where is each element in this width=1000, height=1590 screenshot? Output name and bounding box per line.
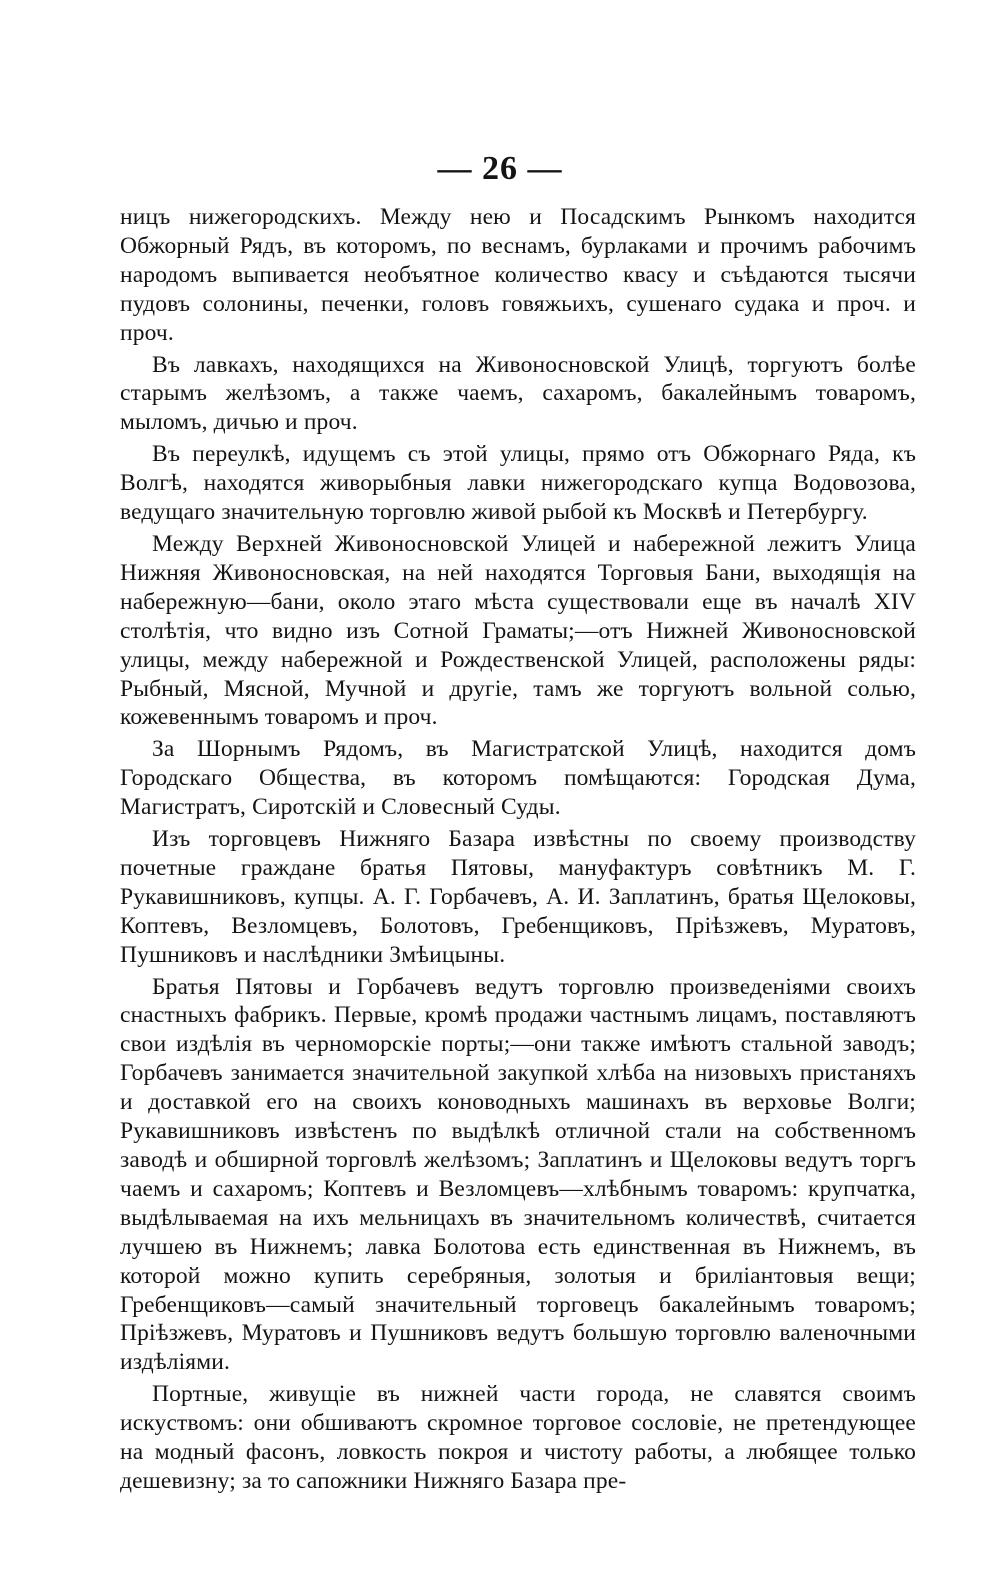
paragraph-city-society-house: За Шорнымъ Рядомъ, въ Магистратской Улицѣ, находится домъ Городскаго Общества, въ которомъ помѣщаются: Городская Дума, Магистратъ, Сиротскій и Словесный Суды.: [120, 736, 916, 821]
paragraph-tailors: Портные, живущіе въ нижней части города, не славятся своимъ искуствомъ: они обшиваютъ скромное торговое сословіе, не претендующее на модный фасонъ, ловкость покроя и чистоту работы, а любящее только дешевизну; за то сапожники Нижняго Базара пре-: [120, 1381, 916, 1494]
paragraph-merchants-list: Изъ торговцевъ Нижняго Базара извѣстны по своему производству почетные граждане братья Пятовы, мануфактуръ совѣтникъ М. Г. Рукавишниковъ, купцы. А. Г. Горбачевъ, А. И. Заплатинъ, братья Щелоковы, Коптевъ, Везломцевъ, Болотовъ, Гребенщиковъ, Пріѣзжевъ, Муратовъ, Пушниковъ и наслѣдники Змѣицыны.: [120, 826, 916, 968]
page-number: — 26 —: [437, 150, 563, 187]
paragraph-lower-street: Между Верхней Живоносновской Улицей и набережной лежитъ Улица Нижняя Живоносновская, на ней находятся Торговыя Бани, выходящія на набережную—бани, около этаго мѣста существовали еще въ началѣ XIV столѣтія, что видно изъ Сотной Граматы;—отъ Нижней Живоносновской улицы, между набережной и Рождественской Улицей, расположены ряды: Рыбный, Мясной, Мучной и другіе, тамъ же торгуютъ вольной солью, кожевеннымъ товаромъ и проч.: [120, 530, 916, 731]
paragraph-merchants-trade: Братья Пятовы и Горбачевъ ведутъ торговлю произведеніями своихъ снастныхъ фабрикъ. Первые, кромѣ продажи частнымъ лицамъ, поставляютъ свои издѣлія въ черноморскіе порты;—они также имѣютъ стальной заводъ; Горбачевъ занимается значительной закупкой хлѣба на низовыхъ пристаняхъ и доставкой его на своихъ коноводныхъ машинахъ въ верховье Волги; Рукавишниковъ извѣстенъ по выдѣлкѣ отличной стали на собственномъ заводѣ и обширной торговлѣ желѣзомъ; Заплатинъ и Щелоковы ведутъ торгъ чаемъ и сахаромъ; Коптевъ и Везломцевъ—хлѣбнымъ товаромъ: крупчатка, выдѣлываемая на ихъ мельницахъ въ значительномъ количествѣ, считается лучшею въ Нижнемъ; лавка Болотова есть единственная въ Нижнемъ, въ которой можно купить серебряныя, золотыя и бриліантовыя вещи; Гребенщиковъ—самый значительный торговецъ бакалейнымъ товаромъ; Пріѣзжевъ, Муратовъ и Пушниковъ ведутъ большую торговлю валеночными издѣліями.: [120, 973, 916, 1376]
paragraph-shops-zhivonosnovskaya: Въ лавкахъ, находящихся на Живоносновской Улицѣ, торгуютъ болѣе старымъ желѣзомъ, а также чаемъ, сахаромъ, бакалейнымъ товаромъ, мыломъ, дичью и проч.: [120, 351, 916, 436]
text-body: [120, 203, 916, 1499]
paragraph-continuation: ницъ нижегородскихъ. Между нею и Посадскимъ Рынкомъ находится Обжорный Рядъ, въ которомъ, по веснамъ, бурлаками и прочимъ рабочимъ народомъ выпивается необъятное количество квасу и съѣдаются тысячи пудовъ солонины, печенки, головъ говяжьихъ, сушенаго судака и проч. и проч.: [120, 204, 916, 346]
paragraph-fish-shops: Въ переулкѣ, идущемъ съ этой улицы, прямо отъ Обжорнаго Ряда, къ Волгѣ, находятся живорыбныя лавки нижегородскаго купца Водовозова, ведущаго значительную торговлю живой рыбой къ Москвѣ и Петербургу.: [120, 441, 916, 526]
